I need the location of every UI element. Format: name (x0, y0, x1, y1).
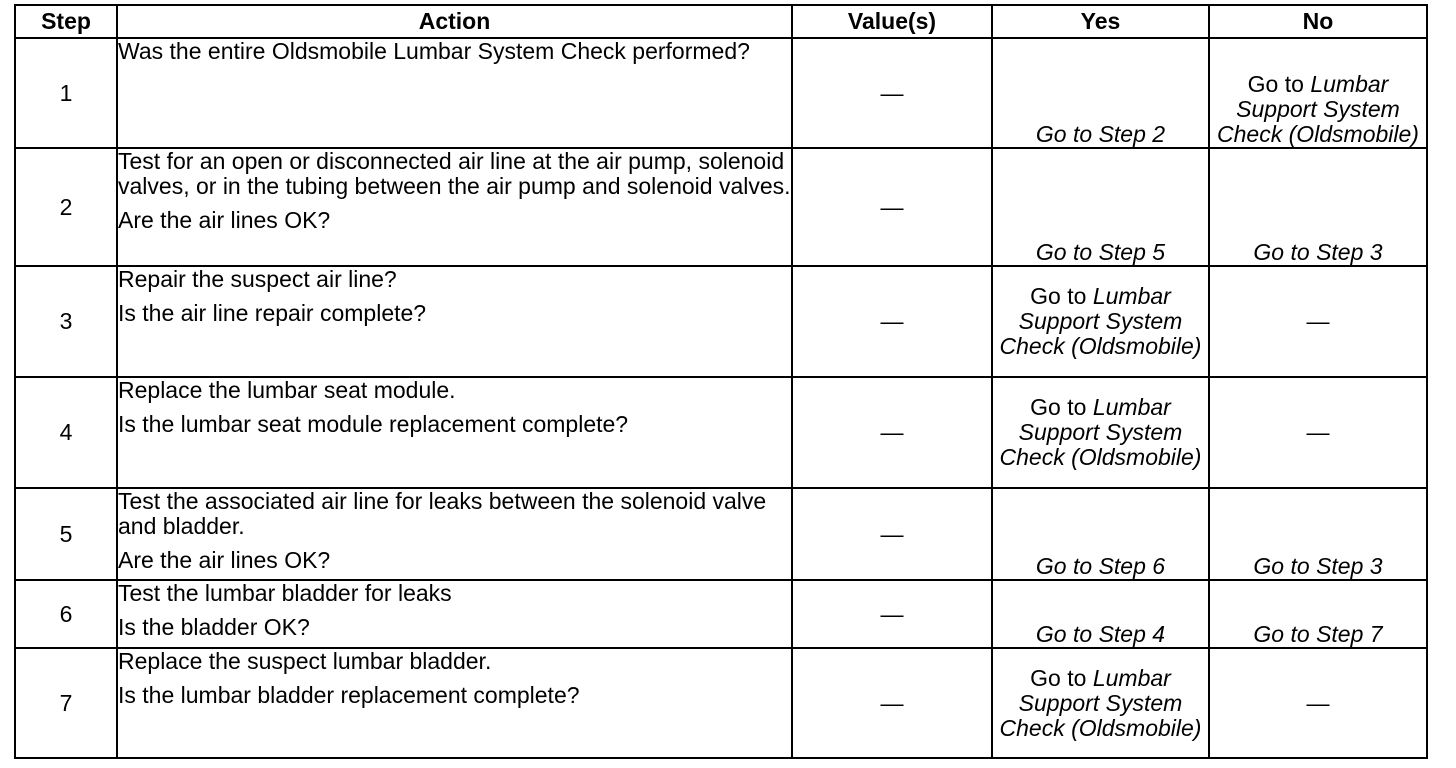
yes-plain: Go to (1030, 664, 1087, 691)
header-row (15, 5, 1427, 38)
header-yes: Yes (992, 5, 1209, 38)
action-text: Was the entire Oldsmobile Lumbar System Check performed? (118, 38, 750, 64)
action-question: Is the lumbar seat module replacement complete? (118, 411, 629, 437)
no-cell (1209, 38, 1427, 148)
header-values: Value(s) (792, 5, 992, 38)
action-text: Repair the suspect air line? (118, 266, 397, 292)
step-number: 5 (15, 488, 117, 580)
table-row (15, 38, 1427, 148)
no-plain: — (1306, 308, 1330, 334)
value-cell: — (792, 266, 992, 377)
action-question: Is the bladder OK? (118, 614, 310, 640)
table-row (15, 377, 1427, 488)
yes-italic: Go to Step 6 (1035, 553, 1166, 579)
yes-cell (992, 38, 1209, 148)
no-cell (1209, 488, 1427, 580)
step-number: 4 (15, 377, 117, 488)
no-italic: Go to Step 3 (1253, 239, 1383, 265)
no-plain: Go to (1247, 71, 1304, 97)
table-row (15, 266, 1427, 377)
action-cell (117, 648, 792, 758)
yes-cell (992, 266, 1209, 377)
value-cell: — (792, 377, 992, 488)
yes-italic: Go to Step 5 (1035, 239, 1166, 265)
step-number: 7 (15, 648, 117, 758)
value-cell: — (792, 148, 992, 266)
value-cell: — (792, 38, 992, 148)
action-cell (117, 38, 792, 148)
table-row (15, 648, 1427, 758)
yes-plain: Go to (1030, 394, 1087, 420)
yes-cell (992, 488, 1209, 580)
no-plain: — (1306, 689, 1330, 716)
action-text: Replace the suspect lumbar bladder. (118, 648, 492, 674)
no-cell (1209, 377, 1427, 488)
yes-cell (992, 580, 1209, 648)
header-no: No (1209, 5, 1427, 38)
diagnostic-document (14, 4, 1426, 759)
action-cell (117, 266, 792, 377)
no-italic: Go to Step 7 (1253, 621, 1383, 647)
table-row (15, 148, 1427, 266)
action-cell (117, 580, 792, 648)
table-row (15, 488, 1427, 580)
header-action: Action (117, 5, 792, 38)
no-plain: — (1306, 419, 1330, 445)
value-cell: — (792, 488, 992, 580)
step-number: 1 (15, 38, 117, 148)
action-text: Test for an open or disconnected air line at the air pump, solenoid valves, or in the tubing between the air pump and solenoid valves. (118, 148, 791, 199)
no-cell (1209, 266, 1427, 377)
yes-plain: Go to (1030, 283, 1087, 309)
action-cell (117, 148, 792, 266)
no-cell (1209, 580, 1427, 648)
action-text: Replace the lumbar seat module. (118, 377, 456, 403)
no-cell (1209, 148, 1427, 266)
action-question: Are the air lines OK? (118, 207, 331, 233)
diagnostic-table (14, 4, 1428, 759)
action-cell (117, 377, 792, 488)
yes-italic: Lumbar Support System Check (Oldsmobile) (999, 664, 1202, 741)
action-question: Is the lumbar bladder replacement complete? (118, 682, 580, 708)
action-question: Are the air lines OK? (118, 547, 331, 573)
header-step: Step (15, 5, 117, 38)
no-italic: Lumbar Support System Check (Oldsmobile) (1217, 71, 1419, 147)
no-italic: Go to Step 3 (1253, 553, 1383, 579)
action-cell (117, 488, 792, 580)
no-cell (1209, 648, 1427, 758)
step-number: 3 (15, 266, 117, 377)
yes-cell (992, 377, 1209, 488)
value-cell: — (792, 580, 992, 648)
action-text: Test the lumbar bladder for leaks (118, 580, 452, 606)
yes-italic: Lumbar Support System Check (Oldsmobile) (999, 394, 1202, 470)
yes-italic: Go to Step 4 (1035, 621, 1166, 647)
action-text: Test the associated air line for leaks between the solenoid valve and bladder. (118, 488, 767, 539)
yes-italic: Go to Step 2 (1035, 121, 1166, 147)
yes-cell (992, 148, 1209, 266)
yes-italic: Lumbar Support System Check (Oldsmobile) (999, 283, 1202, 359)
value-cell: — (792, 648, 992, 758)
step-number: 2 (15, 148, 117, 266)
table-row (15, 580, 1427, 648)
step-number: 6 (15, 580, 117, 648)
action-question: Is the air line repair complete? (118, 300, 427, 326)
yes-cell (992, 648, 1209, 758)
